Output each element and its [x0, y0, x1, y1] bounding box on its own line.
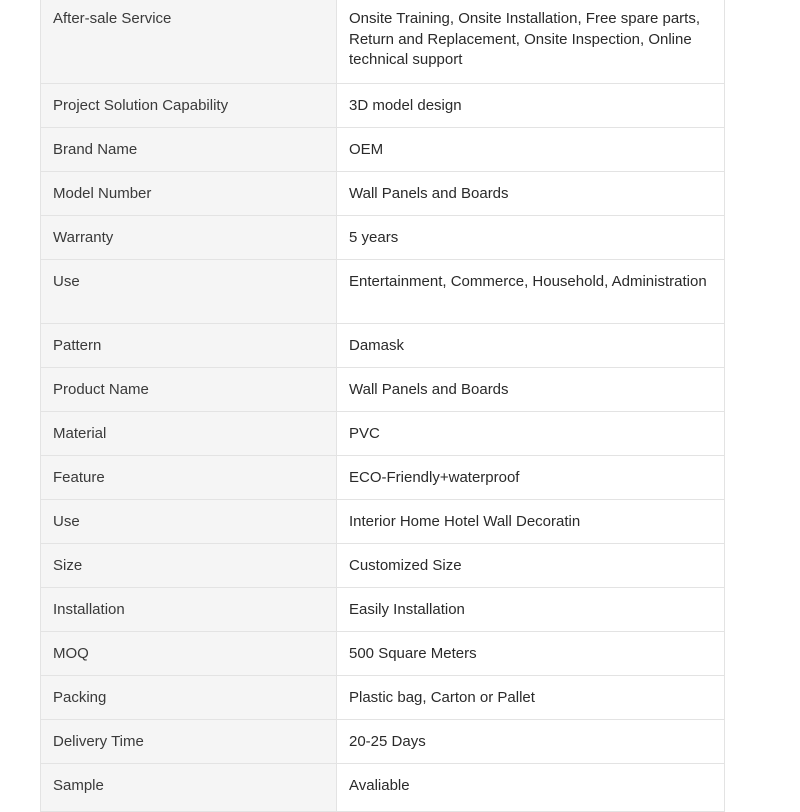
spec-value: Avaliable: [337, 763, 725, 811]
spec-value: Easily Installation: [337, 587, 725, 631]
table-row: [41, 763, 725, 811]
spec-value: Damask: [337, 323, 725, 367]
table-row: [41, 719, 725, 763]
spec-value: PVC: [337, 411, 725, 455]
spec-key: Installation: [41, 587, 337, 631]
table-row: [41, 543, 725, 587]
spec-key: Sample: [41, 763, 337, 811]
spec-key: Pattern: [41, 323, 337, 367]
spec-key: Use: [41, 259, 337, 323]
table-row: [41, 675, 725, 719]
spec-key: Project Solution Capability: [41, 83, 337, 127]
spec-key: Warranty: [41, 215, 337, 259]
table-row: [41, 83, 725, 127]
spec-value: OEM: [337, 127, 725, 171]
table-row: [41, 215, 725, 259]
spec-key: Product Name: [41, 367, 337, 411]
table-row: [41, 171, 725, 215]
spec-key: Model Number: [41, 171, 337, 215]
spec-key: Packing: [41, 675, 337, 719]
spec-value: 20-25 Days: [337, 719, 725, 763]
spec-key: Feature: [41, 455, 337, 499]
spec-key: Delivery Time: [41, 719, 337, 763]
spec-key: MOQ: [41, 631, 337, 675]
spec-value: Wall Panels and Boards: [337, 367, 725, 411]
spec-value: Onsite Training, Onsite Installation, Free spare parts, Return and Replacement, Onsite Inspection, Online technical support: [337, 0, 725, 83]
spec-key: After-sale Service: [41, 0, 337, 83]
spec-value: Customized Size: [337, 543, 725, 587]
spec-value: Entertainment, Commerce, Household, Administration: [337, 259, 725, 323]
spec-key: Brand Name: [41, 127, 337, 171]
spec-value: Wall Panels and Boards: [337, 171, 725, 215]
table-row: [41, 587, 725, 631]
spec-key: Size: [41, 543, 337, 587]
spec-value: Plastic bag, Carton or Pallet: [337, 675, 725, 719]
spec-value: 3D model design: [337, 83, 725, 127]
spec-table: [40, 0, 725, 812]
spec-key: Material: [41, 411, 337, 455]
table-row: [41, 367, 725, 411]
spec-key: Use: [41, 499, 337, 543]
spec-value: Interior Home Hotel Wall Decoratin: [337, 499, 725, 543]
table-row: [41, 455, 725, 499]
spec-value: 5 years: [337, 215, 725, 259]
spec-table-body: [41, 0, 725, 811]
spec-value: 500 Square Meters: [337, 631, 725, 675]
table-row: [41, 411, 725, 455]
table-row: [41, 0, 725, 83]
table-row: [41, 259, 725, 323]
table-row: [41, 323, 725, 367]
table-row: [41, 127, 725, 171]
table-row: [41, 631, 725, 675]
table-row: [41, 499, 725, 543]
spec-value: ECO-Friendly+waterproof: [337, 455, 725, 499]
